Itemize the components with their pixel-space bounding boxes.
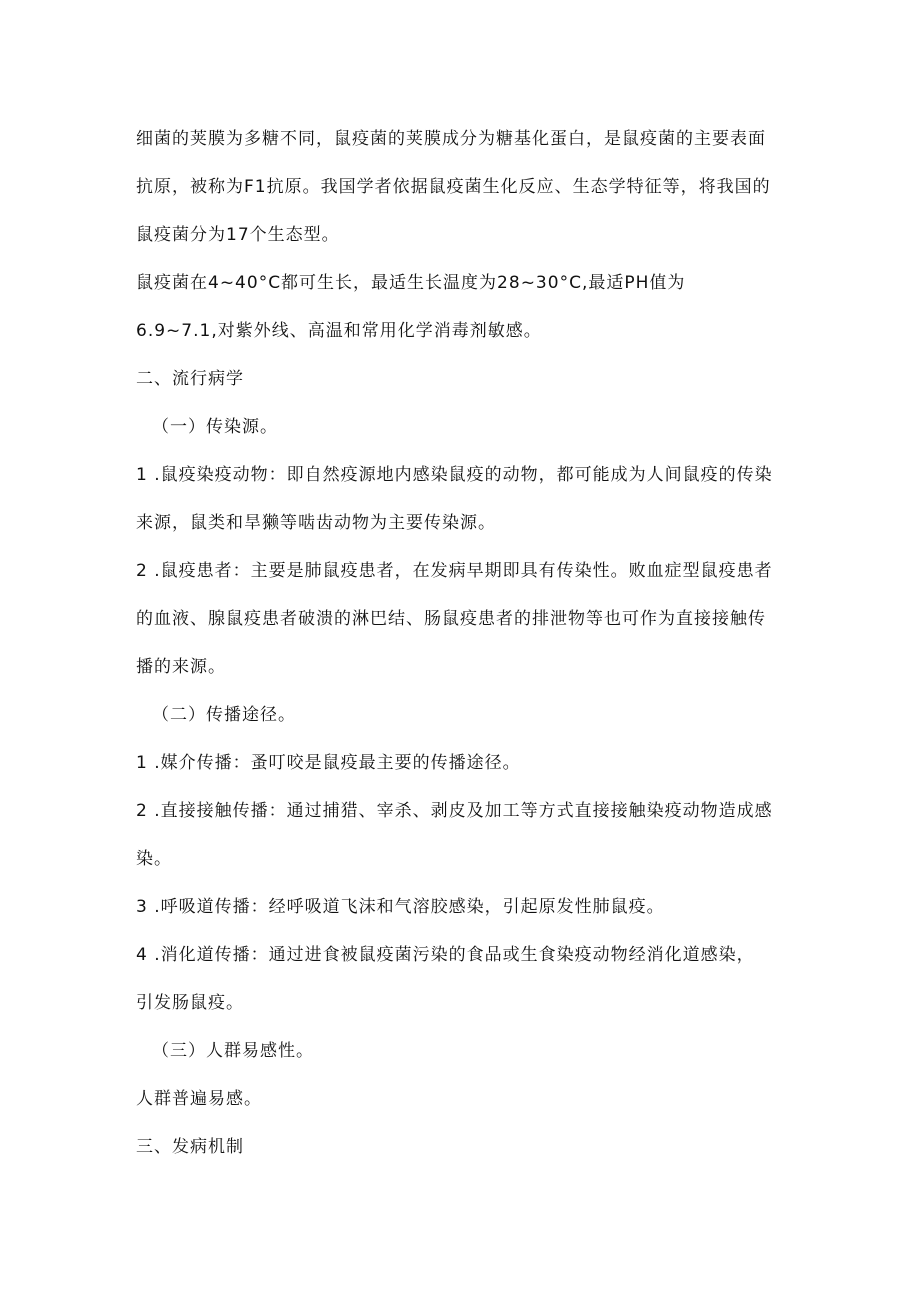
list-item-route-1: 1 .媒介传播：蚤叮咬是鼠疫最主要的传播途径。 xyxy=(136,753,521,773)
list-item-route-3: 3 .呼吸道传播：经呼吸道飞沫和气溶胶感染，引起原发性肺鼠疫。 xyxy=(136,897,665,917)
paragraph-capsule-line: 细菌的荚膜为多糖不同，鼠疫菌的荚膜成分为糖基化蛋白，是鼠疫菌的主要表面 xyxy=(136,129,766,149)
section-heading-pathogenesis: 三、发病机制 xyxy=(136,1137,244,1157)
paragraph-growth-line: 鼠疫菌在4~40°C都可生长，最适生长温度为28~30°C,最适PH值为 xyxy=(136,273,686,293)
subheading-infection-source: （一）传染源。 xyxy=(152,417,278,437)
list-item-source-1-cont: 来源，鼠类和旱獭等啮齿动物为主要传染源。 xyxy=(136,513,496,533)
list-item-source-2-cont: 的血液、腺鼠疫患者破溃的淋巴结、肠鼠疫患者的排泄物等也可作为直接接触传 xyxy=(136,609,766,629)
paragraph-susceptibility: 人群普遍易感。 xyxy=(136,1089,262,1109)
paragraph-capsule-line: 鼠疫菌分为17个生态型。 xyxy=(136,225,340,245)
paragraph-capsule-line: 抗原，被称为F1抗原。我国学者依据鼠疫菌生化反应、生态学特征等，将我国的 xyxy=(136,177,771,197)
list-item-route-4: 4 .消化道传播：通过进食被鼠疫菌污染的食品或生食染疫动物经消化道感染， xyxy=(136,945,755,965)
subheading-transmission-route: （二）传播途径。 xyxy=(152,705,296,725)
list-item-route-2-cont: 染。 xyxy=(136,849,172,869)
list-item-source-2-cont: 播的来源。 xyxy=(136,657,226,677)
section-heading-epidemiology: 二、流行病学 xyxy=(136,369,244,389)
subheading-susceptibility: （三）人群易感性。 xyxy=(152,1041,314,1061)
list-item-route-4-cont: 引发肠鼠疫。 xyxy=(136,993,244,1013)
list-item-source-2: 2 .鼠疫患者：主要是肺鼠疫患者，在发病早期即具有传染性。败血症型鼠疫患者 xyxy=(136,561,773,581)
paragraph-growth-line: 6.9~7.1,对紫外线、高温和常用化学消毒剂敏感。 xyxy=(136,321,542,341)
list-item-route-2: 2 .直接接触传播：通过捕猎、宰杀、剥皮及加工等方式直接接触染疫动物造成感 xyxy=(136,801,773,821)
list-item-source-1: 1 .鼠疫染疫动物：即自然疫源地内感染鼠疫的动物，都可能成为人间鼠疫的传染 xyxy=(136,465,773,485)
